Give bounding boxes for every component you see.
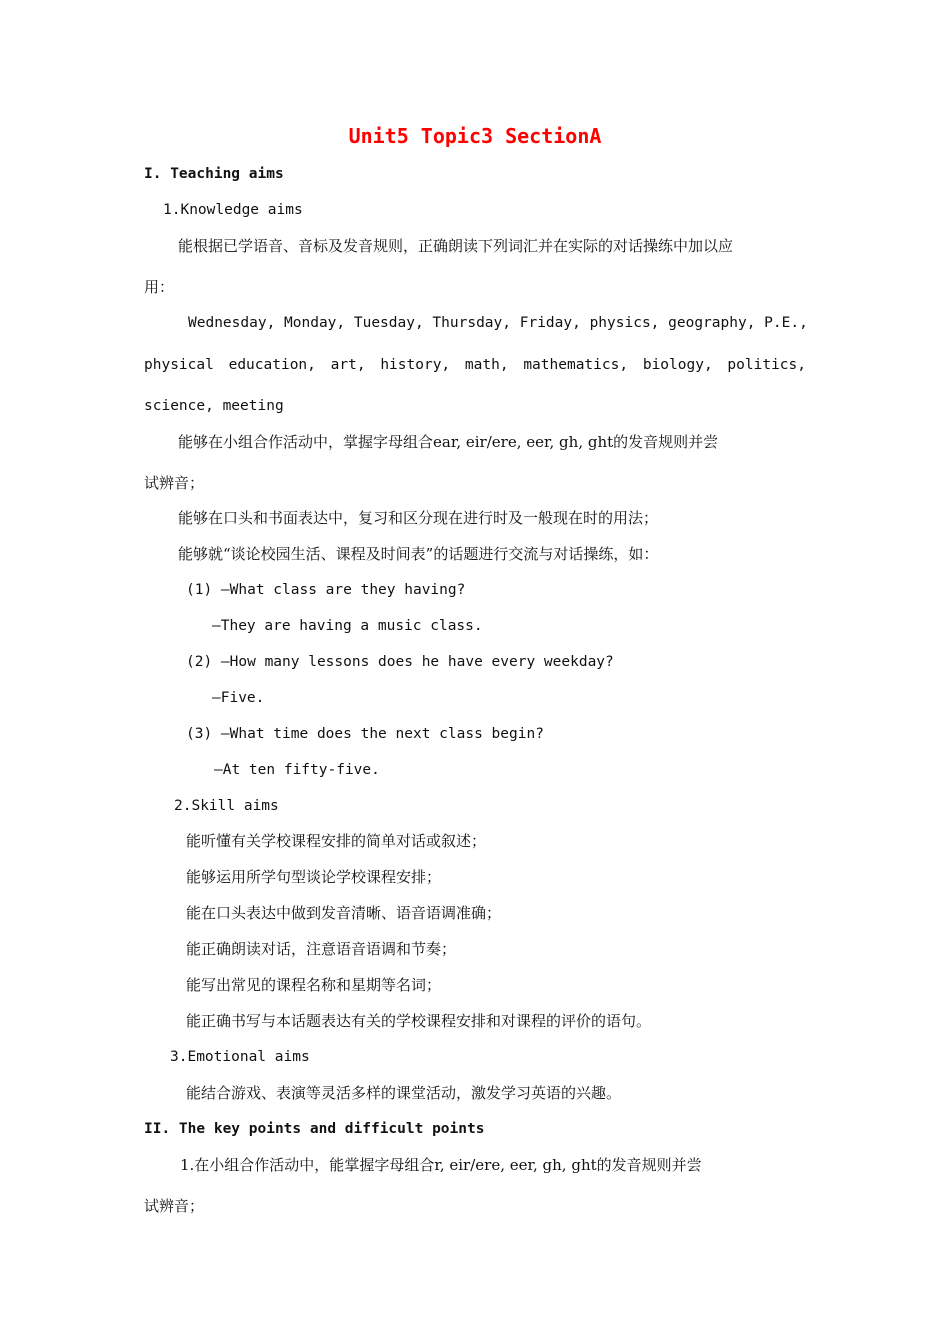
example-question: (2) —How many lessons does he have every weekday?	[186, 654, 614, 670]
key-point-item1-line2: 试辨音；	[144, 1197, 205, 1215]
example-question: (1) —What class are they having?	[186, 582, 466, 598]
example-answer: —At ten fifty-five.	[214, 762, 380, 778]
skill-aim-item: 能在口头表达中做到发音清晰、语音语调准确；	[186, 904, 502, 922]
tense-aim: 能够在口头和书面表达中，复习和区分现在进行时及一般现在时的用法；	[178, 509, 659, 527]
example-question: (3) —What time does the next class begin?	[186, 726, 544, 742]
vocab-line2: physical education, art, history, math, mathematics, biology, politics,	[144, 357, 806, 373]
pronunciation-line2: 试辨音；	[144, 474, 205, 492]
emotional-aim-text: 能结合游戏、表演等灵活多样的课堂活动，激发学习英语的兴趣。	[186, 1084, 622, 1102]
key-point-item1-line1: 1.在小组合作活动中，能掌握字母组合r, eir/ere, eer, gh, ght的发音规则并尝	[180, 1156, 702, 1174]
skill-aim-item: 能正确书写与本话题表达有关的学校课程安排和对课程的评价的语句。	[186, 1012, 652, 1030]
subheading-knowledge-aims: 1.Knowledge aims	[163, 202, 303, 218]
skill-aim-item: 能够运用所学句型谈论学校课程安排；	[186, 868, 442, 886]
subheading-skill-aims: 2.Skill aims	[174, 798, 279, 814]
vocab-line3: science, meeting	[144, 398, 284, 414]
pronunciation-line1: 能够在小组合作活动中，掌握字母组合ear, eir/ere, eer, gh, ght的发音规则并尝	[178, 433, 719, 451]
knowledge-intro-line1: 能根据已学语音、音标及发音规则，正确朗读下列词汇并在实际的对话操练中加以应	[178, 237, 734, 255]
example-answer: —They are having a music class.	[212, 618, 483, 634]
document-title: Unit5 Topic3 SectionA	[348, 124, 602, 148]
subheading-emotional-aims: 3.Emotional aims	[170, 1049, 310, 1065]
section-heading-teaching-aims: I. Teaching aims	[144, 166, 284, 182]
skill-aim-item: 能正确朗读对话，注意语音语调和节奏；	[186, 940, 457, 958]
section-heading-key-points: II. The key points and difficult points	[144, 1121, 485, 1137]
knowledge-intro-line2: 用：	[144, 278, 175, 296]
example-answer: —Five.	[212, 690, 265, 706]
skill-aim-item: 能写出常见的课程名称和星期等名词；	[186, 976, 442, 994]
topic-aim: 能够就“谈论校园生活、课程及时间表”的话题进行交流与对话操练，如：	[178, 545, 659, 563]
skill-aim-item: 能听懂有关学校课程安排的简单对话或叙述；	[186, 832, 487, 850]
vocab-line1: Wednesday, Monday, Tuesday, Thursday, Friday, physics, geography, P.E.,	[188, 315, 808, 331]
